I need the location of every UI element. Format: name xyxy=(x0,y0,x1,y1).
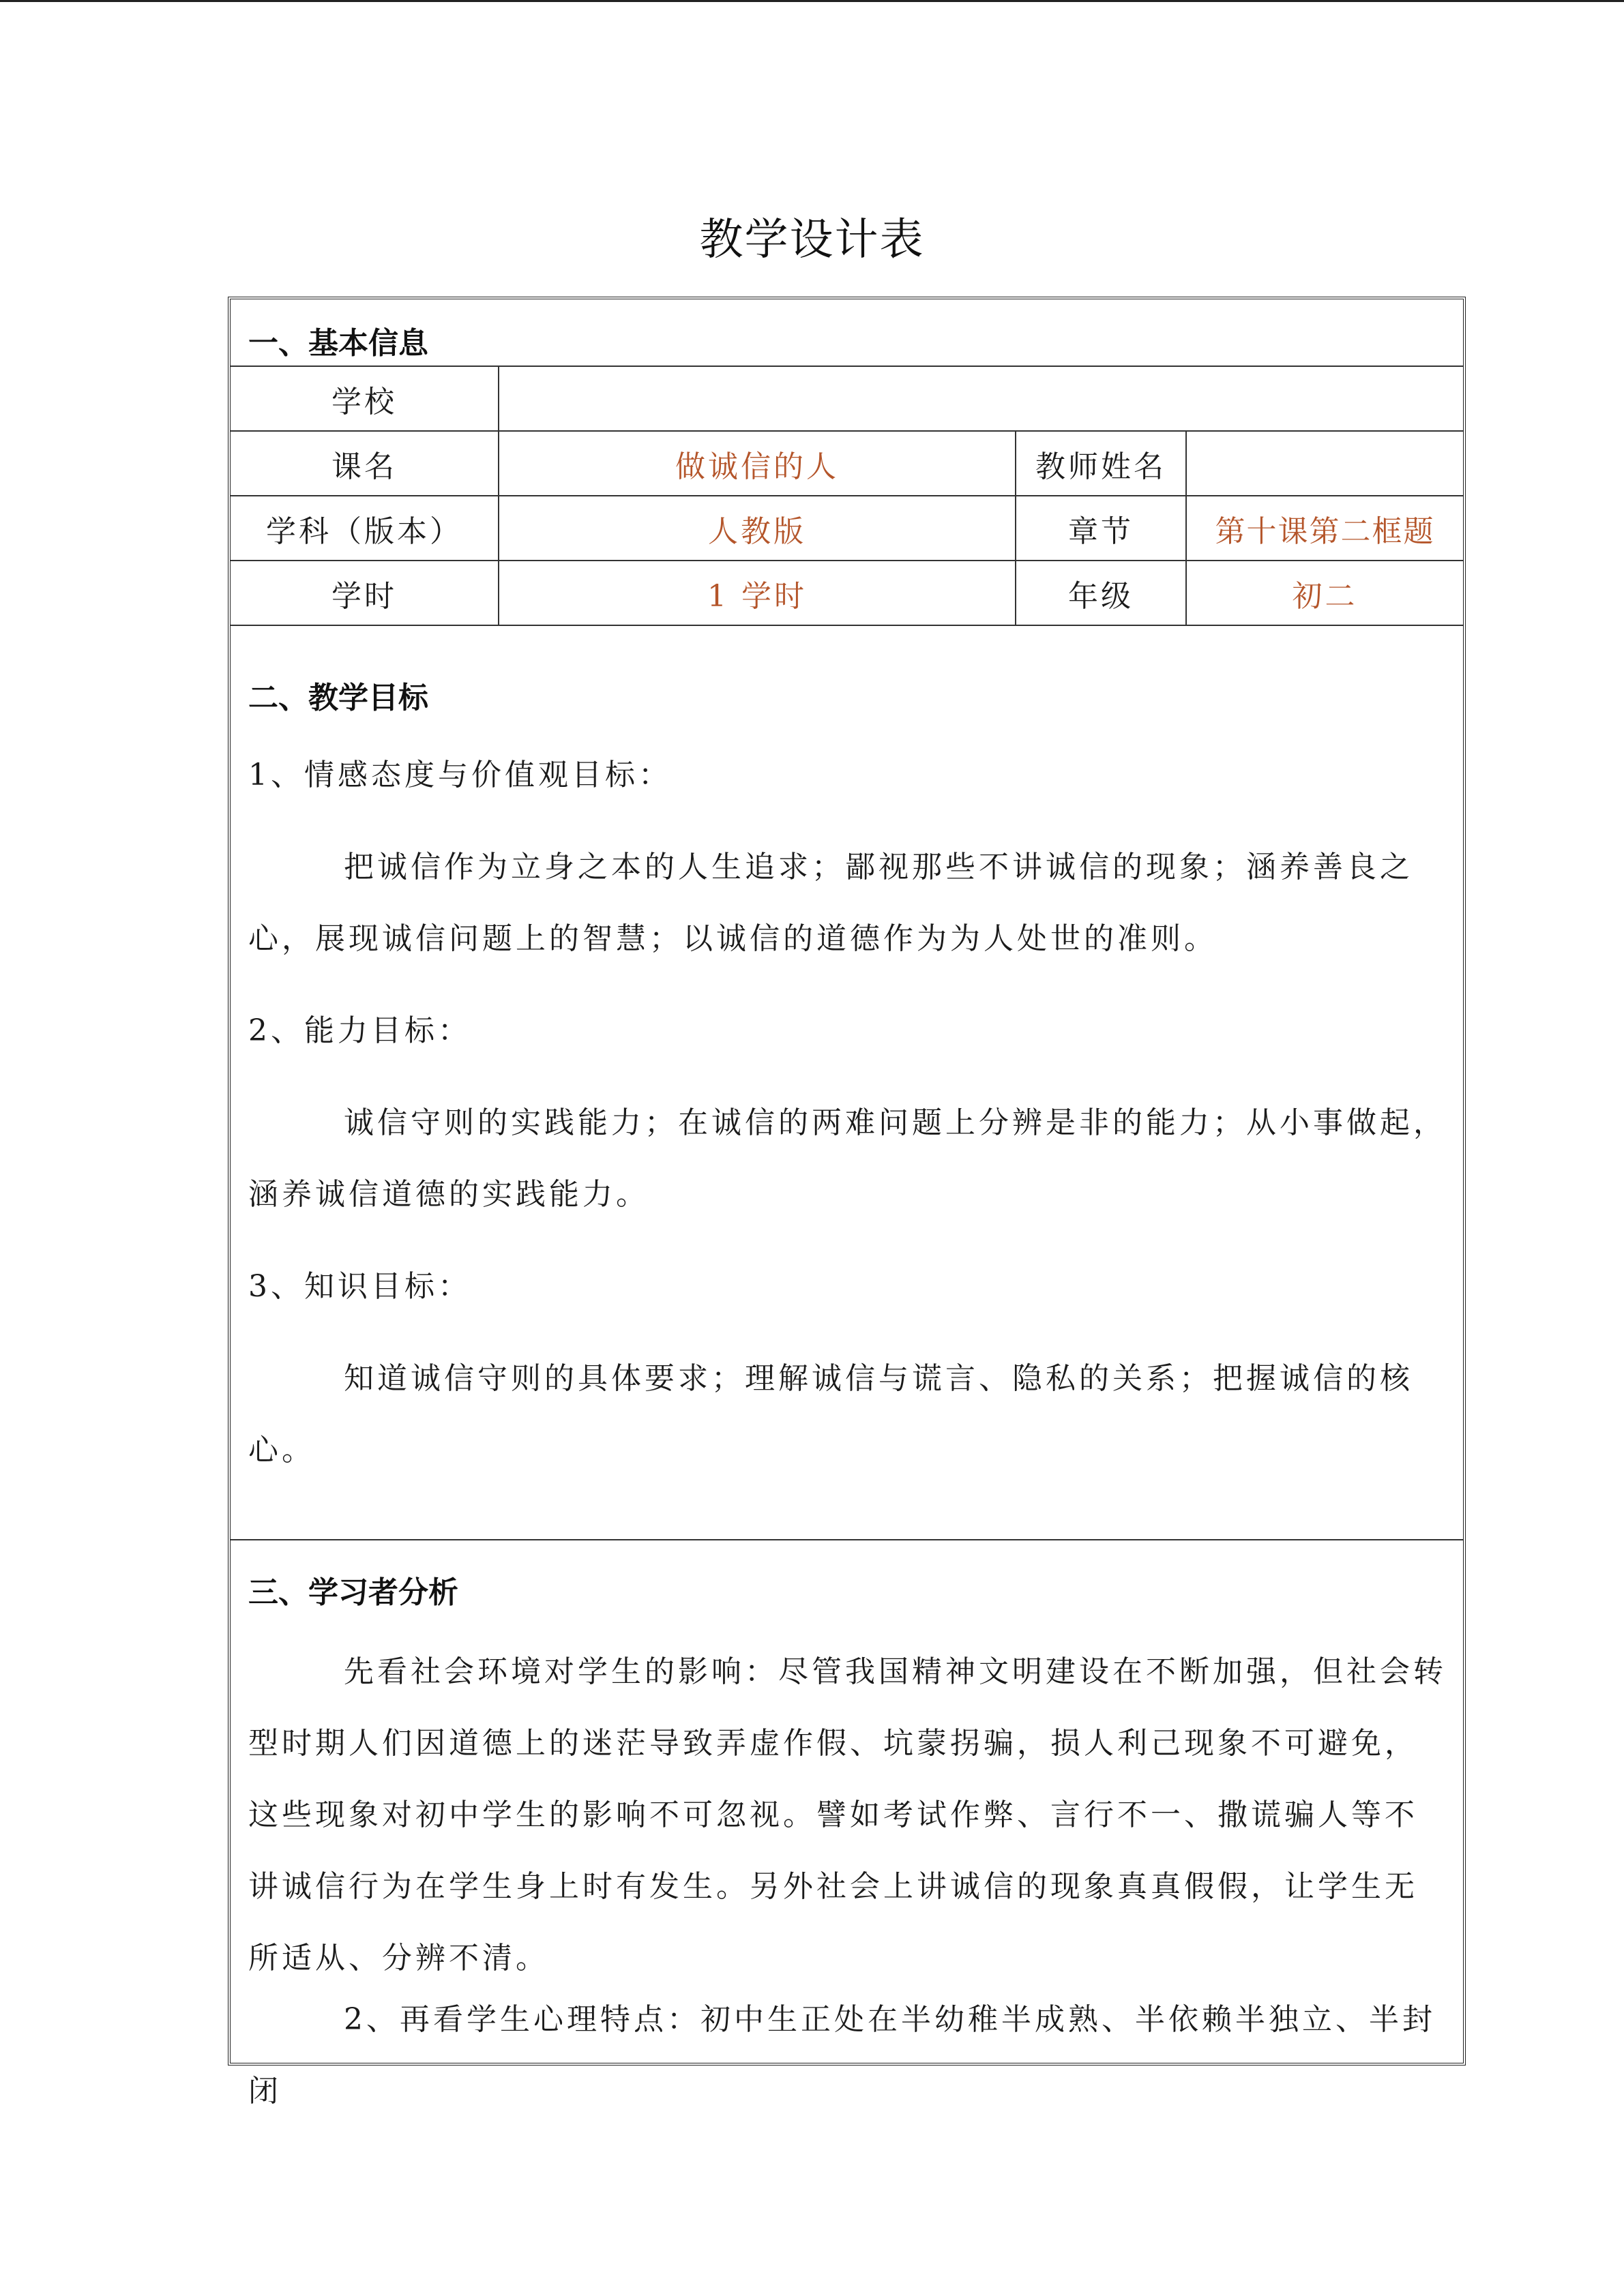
subject-value[interactable]: 人教版 xyxy=(708,513,806,549)
teacher-label: 教师姓名 xyxy=(1035,449,1166,484)
school-value[interactable] xyxy=(499,367,1464,430)
period-label: 学时 xyxy=(331,578,397,614)
goal1-heading: 1、情感态度与价值观目标： xyxy=(248,758,672,792)
document-title: 教学设计表 xyxy=(699,215,925,265)
period-value[interactable]: 1 学时 xyxy=(707,578,807,614)
course-label: 课名 xyxy=(331,449,397,484)
goal3-text: 知道诚信守则的具体要求；理解诚信与谎言、隐私的关系；把握诚信的核心。 xyxy=(248,1361,1413,1467)
grade-label: 年级 xyxy=(1068,578,1134,614)
section-divider xyxy=(231,1539,1463,1540)
learner-analysis-paragraph-1: 先看社会环境对学生的影响：尽管我国精神文明建设在不断加强，但社会转型时期人们因道德上的迷茫导致弄虚作假、坑蒙拐骗，损人利己现象不可避免，这些现象对初中学生的影响不可忽视。譬如考试作弊、言行不一、撒谎骗人等不讲诚信行为在学生身上时有发生。另外社会上讲诚信的现象真真假假，让学生无所适从、分辨不清。 xyxy=(248,1654,1447,1976)
row-divider xyxy=(231,625,1463,626)
course-value[interactable]: 做诚信的人 xyxy=(675,449,839,484)
school-label: 学校 xyxy=(331,384,397,419)
section-teaching-goals-heading: 二、教学目标 xyxy=(248,681,428,715)
teacher-value[interactable] xyxy=(1187,432,1463,495)
learner-analysis-paragraph-2: 2、再看学生心理特点：初中生正处在半幼稚半成熟、半依赖半独立、半封闭 xyxy=(248,2002,1436,2108)
goal3-heading: 3、知识目标： xyxy=(248,1269,471,1304)
section-basic-info-heading: 一、基本信息 xyxy=(248,326,428,361)
page-top-border xyxy=(0,0,1624,2)
goal2-text: 诚信守则的实践能力；在诚信的两难问题上分辨是非的能力；从小事做起，涵养诚信道德的实践能力。 xyxy=(248,1105,1447,1212)
subject-label: 学科（版本） xyxy=(266,513,462,549)
section-learner-analysis-heading: 三、学习者分析 xyxy=(248,1575,458,1610)
goal2-heading: 2、能力目标： xyxy=(248,1013,471,1048)
design-table xyxy=(228,297,1466,2108)
chapter-label: 章节 xyxy=(1068,513,1134,549)
goal1-text: 把诚信作为立身之本的人生追求；鄙视那些不讲诚信的现象；涵养善良之心，展现诚信问题上的智慧；以诚信的道德作为为人处世的准则。 xyxy=(248,850,1413,956)
chapter-value[interactable]: 第十课第二框题 xyxy=(1215,513,1435,549)
grade-value[interactable]: 初二 xyxy=(1292,578,1358,614)
